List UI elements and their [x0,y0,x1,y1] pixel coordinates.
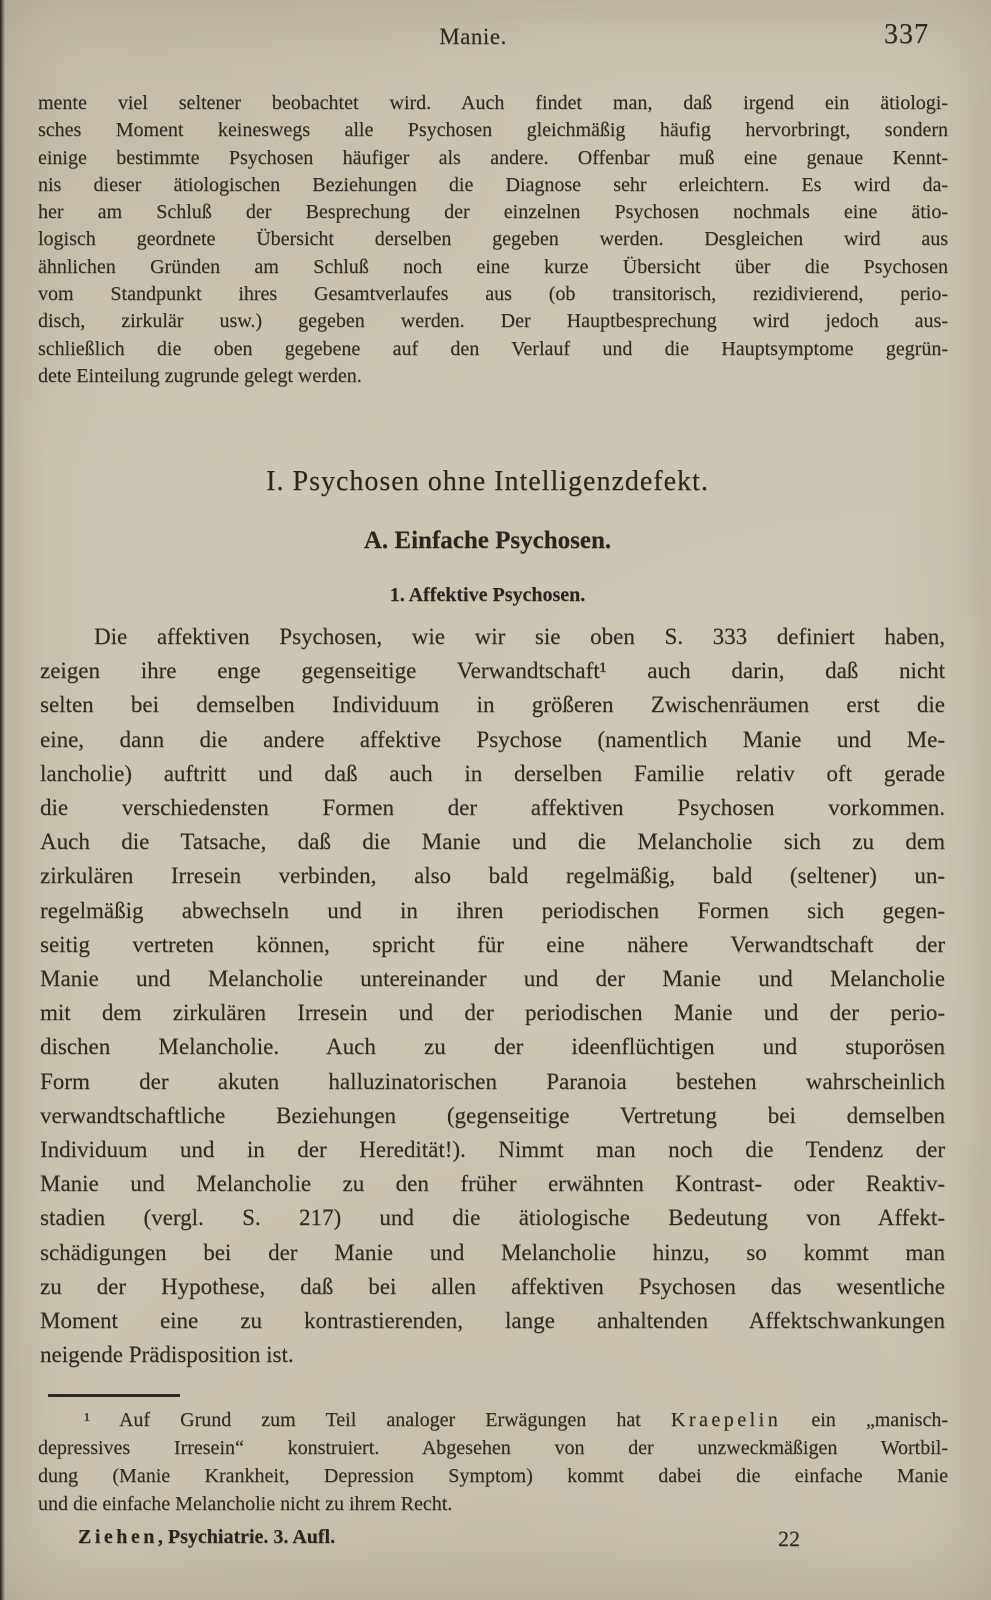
intro-paragraph [38,90,948,390]
page-number: 337 [884,19,929,50]
text-line: Die affektiven Psychosen, wie wir sie oben S. 333 definiert haben, [94,624,945,649]
text-line: und die einfache Melancholie nicht zu ihrem Recht. [38,1493,453,1515]
text-line: neigende Prädisposition ist. [40,1342,294,1368]
scan-edge-left [0,0,5,1600]
text-line: Manie und Melancholie untereinander und der Manie und Melancholie [40,966,945,992]
author-name-ziehen: Ziehen [78,1526,158,1548]
text-line: dete Einteilung zugrunde gelegt werden. [38,364,362,387]
section-heading: I. Psychosen ohne Intelligenzdefekt. [266,466,709,497]
text-line: Manie und Melancholie zu den früher erwähnten Kontrast- oder Reaktiv- [40,1171,945,1197]
main-paragraph [40,620,945,1372]
footnote-line [38,1406,948,1434]
text-line: Moment eine zu kontrastierenden, lange anhaltenden Affektschwankungen [40,1308,945,1334]
text-line: vom Standpunkt ihres Gesamtverlaufes aus (ob transitorisch, rezidivierend, perio- [38,283,948,306]
text-line: disch, zirkulär usw.) gegeben werden. Der Hauptbesprechung wird jedoch aus- [38,310,948,333]
text-line: die verschiedensten Formen der affektiven Psychosen vorkommen. [40,795,945,821]
text-line: regelmäßig abwechseln und in ihren periodischen Formen sich gegen- [40,897,945,923]
text-line: her am Schluß der Besprechung der einzelnen Psychosen nochmals eine ätio- [38,201,948,224]
text-line: einige bestimmte Psychosen häufiger als andere. Offenbar muß eine genaue Kennt- [38,146,948,169]
text-line: stadien (vergl. S. 217) und die ätiologische Bedeutung von Affekt- [40,1205,945,1231]
text-line: Form der akuten halluzinatorischen Paranoia bestehen wahrscheinlich [40,1068,945,1094]
sheet-number: 22 [778,1526,800,1551]
signature-line [78,1526,335,1549]
text-line: seitig vertreten können, spricht für eine nähere Verwandtschaft der [40,931,945,957]
text-line: dung (Manie Krankheit, Depression Symptom) kommt dabei die einfache Manie [38,1465,948,1487]
footnote-lines [38,1434,948,1518]
text-line: eine, dann die andere affektive Psychose (namentlich Manie und Me- [40,726,945,752]
subsubsection-heading: 1. Affektive Psychosen. [389,584,586,606]
text-line: schließlich die oben gegebene auf den Verlauf und die Hauptsymptome gegrün- [38,337,948,360]
text-line: schädigungen bei der Manie und Melancholie hinzu, so kommt man [40,1239,945,1265]
subsection-heading: A. Einfache Psychosen. [363,527,612,554]
text-line: logisch geordnete Übersicht derselben gegeben werden. Desgleichen wird aus [38,228,948,251]
author-name-kraepelin: Kraepelin [670,1409,782,1431]
text-line: Auch die Tatsache, daß die Manie und die Melancholie sich zu dem [40,829,945,855]
text-line: dischen Melancholie. Auch zu der ideenflüchtigen und stuporösen [40,1034,945,1060]
footnote-text: ¹ Auf Grund zum Teil analoger Erwägungen hat [84,1409,671,1431]
text-line: depressives Irresein“ konstruiert. Abgesehen von der unzweckmäßigen Wortbil- [38,1437,948,1459]
text-line: zu der Hypothese, daß bei allen affektiven Psychosen das wesentliche [40,1273,945,1299]
text-line: zeigen ihre enge gegenseitige Verwandtschaft¹ auch darin, daß nicht [40,658,945,684]
text-line: verwandtschaftliche Beziehungen (gegenseitige Vertretung bei demselben [40,1102,945,1128]
text-line: zirkulären Irresein verbinden, also bald regelmäßig, bald (seltener) un- [40,863,945,889]
running-header-title: Manie. [439,24,507,49]
footnote [38,1406,948,1518]
text-line: mit dem zirkulären Irresein und der periodischen Manie und der perio- [40,1000,945,1026]
text-line: lancholie) auftritt und daß auch in derselben Familie relativ oft gerade [40,760,945,786]
text-line: sches Moment keineswegs alle Psychosen gleichmäßig häufig hervorbringt, sondern [38,119,948,142]
text-line: mente viel seltener beobachtet wird. Auch findet man, daß irgend ein ätiologi- [38,92,948,114]
signature-rest: , Psychiatrie. 3. Aufl. [157,1526,336,1548]
text-line: Individuum und in der Heredität!). Nimmt man noch die Tendenz der [40,1137,945,1163]
footnote-rule [48,1394,180,1397]
footnote-text: ein „manisch- [781,1409,949,1431]
text-line: ähnlichen Gründen am Schluß noch eine kurze Übersicht über die Psychosen [38,255,948,278]
text-line: nis dieser ätiologischen Beziehungen die Diagnose sehr erleichtern. Es wird da- [38,173,948,196]
text-line: selten bei demselben Individuum in größeren Zwischenräumen erst die [40,692,945,718]
